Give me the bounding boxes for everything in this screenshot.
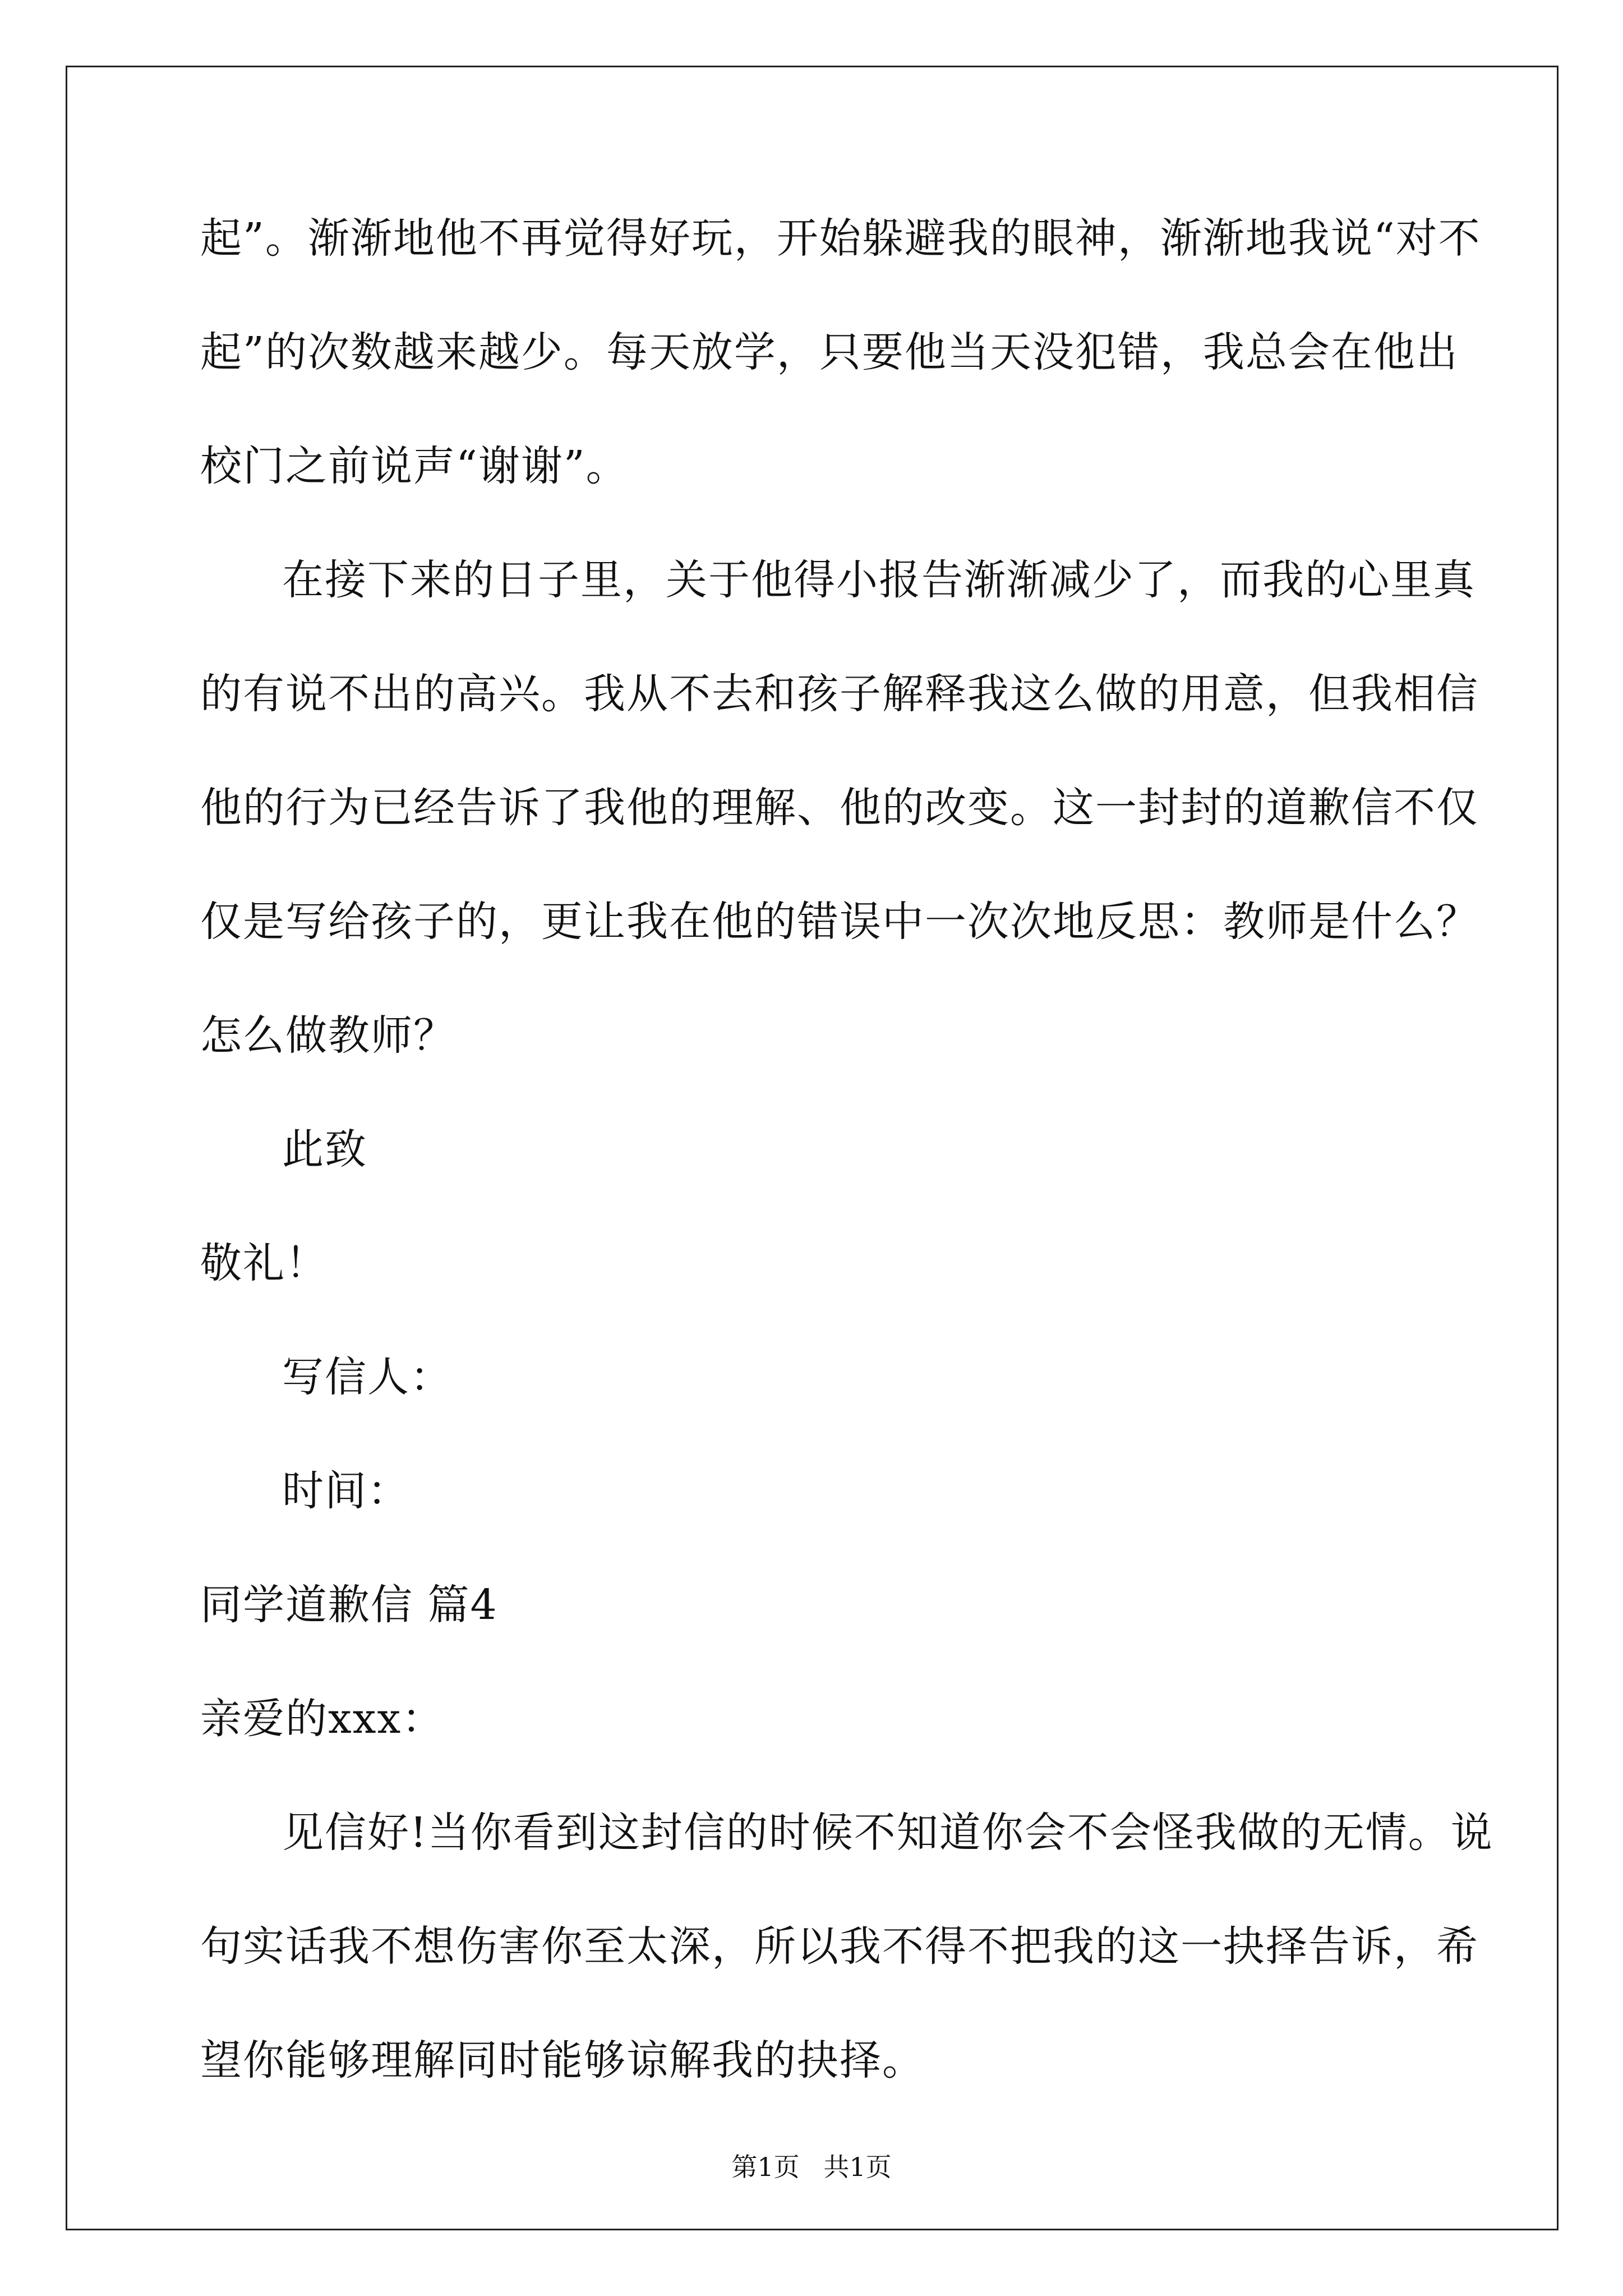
page-total: 共1页 bbox=[823, 2152, 892, 2182]
text-line: 仅是写给孩子的，更让我在他的错误中一次次地反思：教师是什么？ bbox=[200, 898, 1479, 946]
text-line: 起”。渐渐地他不再觉得好玩，开始躲避我的眼神，渐渐地我说“对不 bbox=[200, 214, 1481, 263]
closing-salutation: 此致 bbox=[282, 1125, 367, 1174]
text-line: 句实话我不想伤害你至太深，所以我不得不把我的这一抉择告诉，希 bbox=[200, 1922, 1479, 1971]
page-footer bbox=[0, 2150, 1623, 2184]
closing-regards: 敬礼！ bbox=[200, 1239, 328, 1287]
text-line: 他的行为已经告诉了我他的理解、他的改变。这一封封的道歉信不仅 bbox=[200, 784, 1479, 832]
text-line: 的有说不出的高兴。我从不去和孩子解释我这么做的用意，但我相信 bbox=[200, 670, 1479, 718]
page-number: 第1页 bbox=[731, 2152, 800, 2182]
text-line: 校门之前说声“谢谢”。 bbox=[200, 442, 629, 490]
paragraph-first-line: 见信好!当你看到这封信的时候不知道你会不会怪我做的无情。说 bbox=[282, 1809, 1493, 1857]
text-line: 怎么做教师？ bbox=[200, 1011, 456, 1060]
date-label: 时间： bbox=[282, 1467, 410, 1515]
section-heading: 同学道歉信 篇4 bbox=[200, 1581, 498, 1629]
text-line: 起”的次数越来越少。每天放学，只要他当天没犯错，我总会在他出 bbox=[200, 328, 1459, 376]
letter-greeting: 亲爱的xxx： bbox=[200, 1695, 445, 1743]
paragraph-first-line: 在接下来的日子里，关于他得小报告渐渐减少了，而我的心里真 bbox=[282, 556, 1476, 604]
text-line: 望你能够理解同时能够谅解我的抉择。 bbox=[200, 2036, 925, 2085]
signature-label: 写信人： bbox=[282, 1353, 453, 1401]
